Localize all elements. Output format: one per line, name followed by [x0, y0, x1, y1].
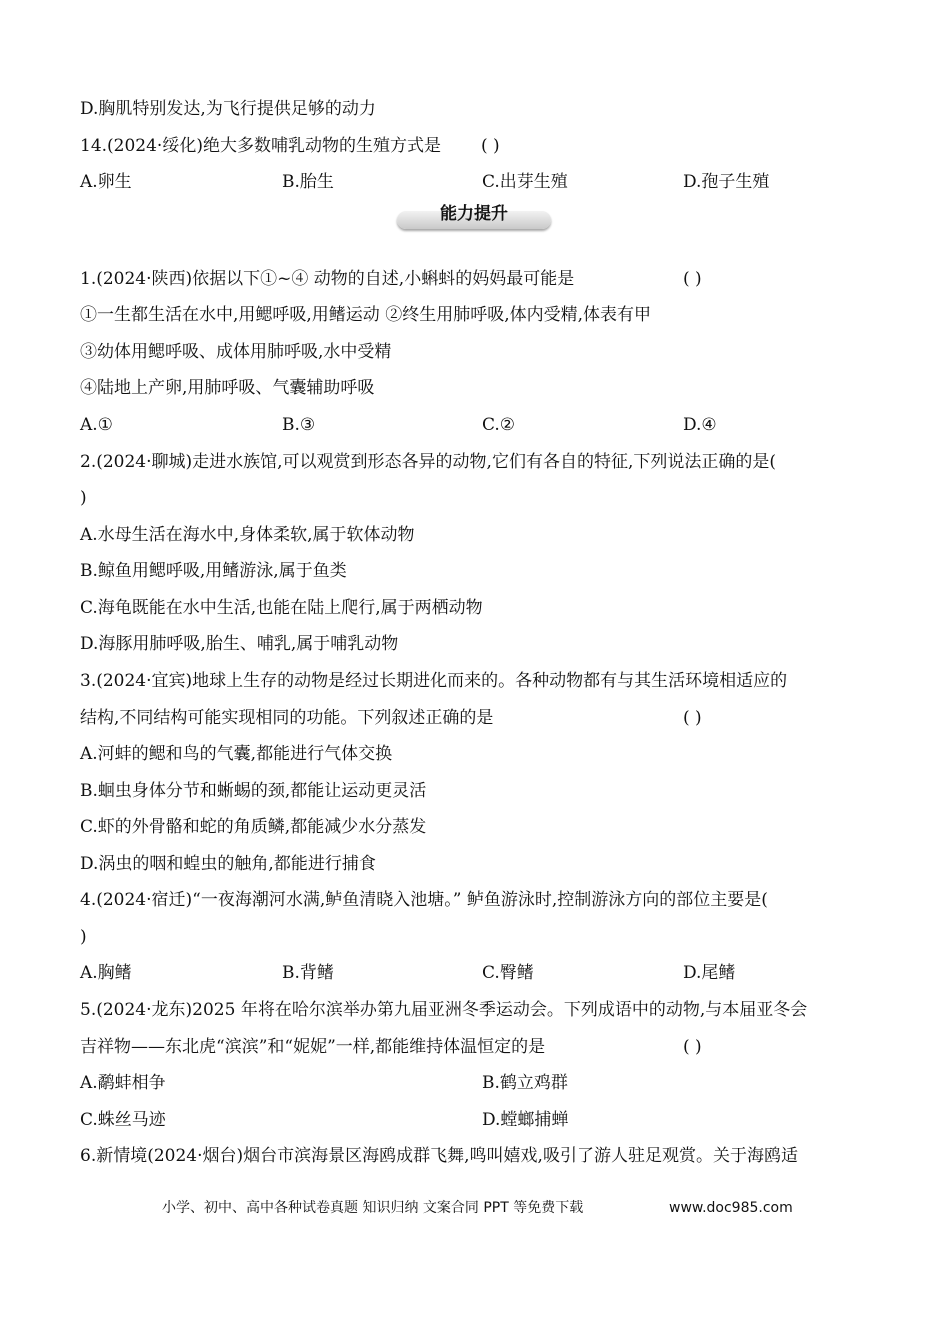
answer-paren: ( ) — [683, 269, 702, 289]
question-5-stem-cont: 吉祥物——东北虎“滨滨”和“妮妮”一样,都能维持体温恒定的是 — [80, 1037, 546, 1057]
question-2-stem: 2.(2024·聊城)走进水族馆,可以观赏到形态各异的动物,它们有各自的特征,下列说法正确的是( — [80, 452, 776, 472]
question-5-option-d: D.螳螂捕蝉 — [482, 1110, 569, 1130]
question-14-option-a: A.卵生 — [80, 172, 132, 192]
question-1-statement-4: ④陆地上产卵,用肺呼吸、气囊辅助呼吸 — [80, 378, 375, 398]
question-1-statement-1-2: ①一生都生活在水中,用鳃呼吸,用鳍运动 ②终生用肺呼吸,体内受精,体表有甲 — [80, 305, 652, 325]
question-14-option-b: B.胎生 — [282, 172, 334, 192]
question-4-option-b: B.背鳍 — [282, 963, 334, 983]
question-3-option-b: B.蛔虫身体分节和蜥蜴的颈,都能让运动更灵活 — [80, 781, 427, 801]
question-14-option-c: C.出芽生殖 — [482, 172, 568, 192]
question-3-option-c: C.虾的外骨骼和蛇的角质鳞,都能减少水分蒸发 — [80, 817, 427, 837]
question-14-option-d: D.孢子生殖 — [683, 172, 770, 192]
question-4-stem: 4.(2024·宿迁)“一夜海潮河水满,鲈鱼清晓入池塘。” 鲈鱼游泳时,控制游泳方向的部位主要是( — [80, 890, 768, 910]
question-2-stem-end: ) — [80, 488, 87, 508]
question-6-stem: 6.新情境(2024·烟台)烟台市滨海景区海鸥成群飞舞,鸣叫嬉戏,吸引了游人驻足观赏。关于海鸥适 — [80, 1146, 798, 1166]
section-title: 能力提升 — [440, 204, 508, 224]
question-4-option-c: C.臀鳍 — [482, 963, 534, 983]
question-4-stem-end: ) — [80, 927, 87, 947]
question-2-option-b: B.鲸鱼用鳃呼吸,用鳍游泳,属于鱼类 — [80, 561, 347, 581]
question-2-option-d: D.海豚用肺呼吸,胎生、哺乳,属于哺乳动物 — [80, 634, 399, 654]
question-1-statement-3: ③幼体用鳃呼吸、成体用肺呼吸,水中受精 — [80, 342, 392, 362]
question-14-stem: 14.(2024·绥化)绝大多数哺乳动物的生殖方式是 — [80, 136, 441, 156]
question-2-option-c: C.海龟既能在水中生活,也能在陆上爬行,属于两栖动物 — [80, 598, 483, 618]
question-5-option-c: C.蛛丝马迹 — [80, 1110, 166, 1130]
question-5-option-a: A.鹬蚌相争 — [80, 1073, 166, 1093]
answer-paren: ( ) — [683, 1037, 702, 1057]
question-1-option-a: A.① — [80, 415, 113, 435]
question-2-option-a: A.水母生活在海水中,身体柔软,属于软体动物 — [80, 525, 415, 545]
footer-url[interactable]: www.doc985.com — [669, 1200, 793, 1216]
section-banner — [397, 201, 551, 230]
question-1-stem: 1.(2024·陕西)依据以下①~④ 动物的自述,小蝌蚪的妈妈最可能是 — [80, 269, 575, 289]
question-4-option-d: D.尾鳍 — [683, 963, 736, 983]
footer-text: 小学、初中、高中各种试卷真题 知识归纳 文案合同 PPT 等免费下载 — [162, 1200, 584, 1216]
question-3-stem: 3.(2024·宜宾)地球上生存的动物是经过长期进化而来的。各种动物都有与其生活环境相适应的 — [80, 671, 788, 691]
question-1-option-b: B.③ — [282, 415, 316, 435]
question-4-option-a: A.胸鳍 — [80, 963, 132, 983]
question-1-option-d: D.④ — [683, 415, 717, 435]
question-5-option-b: B.鹤立鸡群 — [482, 1073, 568, 1093]
question-13-option-d: D.胸肌特别发达,为飞行提供足够的动力 — [80, 99, 376, 119]
question-3-stem-cont: 结构,不同结构可能实现相同的功能。下列叙述正确的是 — [80, 708, 494, 728]
question-3-option-d: D.涡虫的咽和蝗虫的触角,都能进行捕食 — [80, 854, 376, 874]
answer-paren: ( ) — [481, 136, 500, 156]
question-3-option-a: A.河蚌的鳃和鸟的气囊,都能进行气体交换 — [80, 744, 393, 764]
question-1-option-c: C.② — [482, 415, 516, 435]
answer-paren: ( ) — [683, 708, 702, 728]
question-5-stem: 5.(2024·龙东)2025 年将在哈尔滨举办第九届亚洲冬季运动会。下列成语中的动物,与本届亚冬会 — [80, 1000, 808, 1020]
